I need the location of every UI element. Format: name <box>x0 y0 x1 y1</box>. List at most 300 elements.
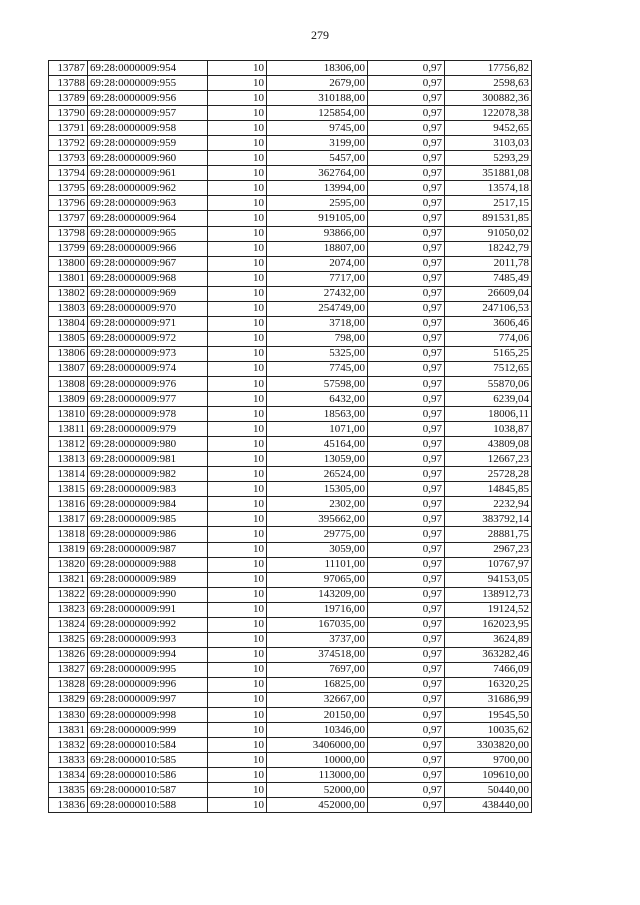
table-row <box>49 768 532 783</box>
count-cell: 10 <box>208 346 267 361</box>
value-cell: 9700,00 <box>445 753 532 768</box>
coefficient-cell: 0,97 <box>368 647 445 662</box>
coefficient-cell: 0,97 <box>368 407 445 422</box>
table-row <box>49 121 532 136</box>
row-number-cell: 13788 <box>49 76 88 91</box>
cadastral-number-cell: 69:28:0000009:990 <box>88 587 208 602</box>
row-number-cell: 13802 <box>49 286 88 301</box>
count-cell: 10 <box>208 783 267 798</box>
count-cell: 10 <box>208 376 267 391</box>
table-row <box>49 256 532 271</box>
coefficient-cell: 0,97 <box>368 452 445 467</box>
table-row <box>49 226 532 241</box>
cadastral-number-cell: 69:28:0000009:989 <box>88 572 208 587</box>
value-cell: 28881,75 <box>445 527 532 542</box>
area-cell: 57598,00 <box>267 376 368 391</box>
area-cell: 19716,00 <box>267 602 368 617</box>
row-number-cell: 13829 <box>49 692 88 707</box>
data-table <box>48 60 532 813</box>
row-number-cell: 13814 <box>49 467 88 482</box>
count-cell: 10 <box>208 361 267 376</box>
row-number-cell: 13787 <box>49 61 88 76</box>
row-number-cell: 13828 <box>49 677 88 692</box>
area-cell: 167035,00 <box>267 617 368 632</box>
row-number-cell: 13800 <box>49 256 88 271</box>
coefficient-cell: 0,97 <box>368 632 445 647</box>
coefficient-cell: 0,97 <box>368 527 445 542</box>
area-cell: 9745,00 <box>267 121 368 136</box>
row-number-cell: 13809 <box>49 392 88 407</box>
coefficient-cell: 0,97 <box>368 76 445 91</box>
count-cell: 10 <box>208 753 267 768</box>
value-cell: 3103,03 <box>445 136 532 151</box>
row-number-cell: 13817 <box>49 512 88 527</box>
count-cell: 10 <box>208 738 267 753</box>
page-number: 279 <box>311 28 329 42</box>
row-number-cell: 13792 <box>49 136 88 151</box>
coefficient-cell: 0,97 <box>368 196 445 211</box>
cadastral-number-cell: 69:28:0000009:963 <box>88 196 208 211</box>
value-cell: 7485,49 <box>445 271 532 286</box>
row-number-cell: 13797 <box>49 211 88 226</box>
count-cell: 10 <box>208 512 267 527</box>
cadastral-number-cell: 69:28:0000009:992 <box>88 617 208 632</box>
row-number-cell: 13832 <box>49 738 88 753</box>
value-cell: 2517,15 <box>445 196 532 211</box>
row-number-cell: 13790 <box>49 106 88 121</box>
cadastral-number-cell: 69:28:0000009:972 <box>88 331 208 346</box>
cadastral-number-cell: 69:28:0000009:996 <box>88 677 208 692</box>
count-cell: 10 <box>208 136 267 151</box>
cadastral-number-cell: 69:28:0000009:973 <box>88 346 208 361</box>
value-cell: 13574,18 <box>445 181 532 196</box>
row-number-cell: 13815 <box>49 482 88 497</box>
area-cell: 16825,00 <box>267 677 368 692</box>
row-number-cell: 13820 <box>49 557 88 572</box>
table-row <box>49 407 532 422</box>
area-cell: 452000,00 <box>267 798 368 813</box>
count-cell: 10 <box>208 392 267 407</box>
coefficient-cell: 0,97 <box>368 677 445 692</box>
area-cell: 13994,00 <box>267 181 368 196</box>
value-cell: 7512,65 <box>445 361 532 376</box>
table-row <box>49 91 532 106</box>
coefficient-cell: 0,97 <box>368 753 445 768</box>
table-row <box>49 196 532 211</box>
table-row <box>49 76 532 91</box>
area-cell: 5457,00 <box>267 151 368 166</box>
cadastral-number-cell: 69:28:0000009:983 <box>88 482 208 497</box>
cadastral-number-cell: 69:28:0000009:955 <box>88 76 208 91</box>
cadastral-number-cell: 69:28:0000009:974 <box>88 361 208 376</box>
cadastral-number-cell: 69:28:0000009:981 <box>88 452 208 467</box>
coefficient-cell: 0,97 <box>368 602 445 617</box>
area-cell: 7717,00 <box>267 271 368 286</box>
row-number-cell: 13804 <box>49 316 88 331</box>
value-cell: 91050,02 <box>445 226 532 241</box>
coefficient-cell: 0,97 <box>368 723 445 738</box>
value-cell: 438440,00 <box>445 798 532 813</box>
value-cell: 138912,73 <box>445 587 532 602</box>
table-row <box>49 557 532 572</box>
table-row <box>49 753 532 768</box>
table-row <box>49 61 532 76</box>
value-cell: 2967,23 <box>445 542 532 557</box>
coefficient-cell: 0,97 <box>368 166 445 181</box>
table-row <box>49 647 532 662</box>
coefficient-cell: 0,97 <box>368 437 445 452</box>
value-cell: 300882,36 <box>445 91 532 106</box>
row-number-cell: 13833 <box>49 753 88 768</box>
table-row <box>49 392 532 407</box>
cadastral-number-cell: 69:28:0000010:585 <box>88 753 208 768</box>
area-cell: 10000,00 <box>267 753 368 768</box>
row-number-cell: 13825 <box>49 632 88 647</box>
cadastral-number-cell: 69:28:0000010:588 <box>88 798 208 813</box>
count-cell: 10 <box>208 602 267 617</box>
count-cell: 10 <box>208 708 267 723</box>
count-cell: 10 <box>208 617 267 632</box>
row-number-cell: 13830 <box>49 708 88 723</box>
row-number-cell: 13806 <box>49 346 88 361</box>
area-cell: 7697,00 <box>267 662 368 677</box>
table-row <box>49 512 532 527</box>
area-cell: 13059,00 <box>267 452 368 467</box>
area-cell: 143209,00 <box>267 587 368 602</box>
row-number-cell: 13823 <box>49 602 88 617</box>
table-row <box>49 632 532 647</box>
coefficient-cell: 0,97 <box>368 121 445 136</box>
cadastral-number-cell: 69:28:0000009:984 <box>88 497 208 512</box>
area-cell: 310188,00 <box>267 91 368 106</box>
area-cell: 6432,00 <box>267 392 368 407</box>
cadastral-number-cell: 69:28:0000010:584 <box>88 738 208 753</box>
coefficient-cell: 0,97 <box>368 392 445 407</box>
value-cell: 383792,14 <box>445 512 532 527</box>
table-row <box>49 602 532 617</box>
count-cell: 10 <box>208 647 267 662</box>
value-cell: 55870,06 <box>445 376 532 391</box>
table-row <box>49 271 532 286</box>
area-cell: 32667,00 <box>267 692 368 707</box>
value-cell: 25728,28 <box>445 467 532 482</box>
table-row <box>49 708 532 723</box>
count-cell: 10 <box>208 256 267 271</box>
table-row <box>49 452 532 467</box>
area-cell: 18807,00 <box>267 241 368 256</box>
coefficient-cell: 0,97 <box>368 497 445 512</box>
cadastral-number-cell: 69:28:0000009:968 <box>88 271 208 286</box>
table-row <box>49 181 532 196</box>
area-cell: 798,00 <box>267 331 368 346</box>
row-number-cell: 13813 <box>49 452 88 467</box>
table-row <box>49 166 532 181</box>
row-number-cell: 13808 <box>49 376 88 391</box>
count-cell: 10 <box>208 452 267 467</box>
cadastral-number-cell: 69:28:0000009:997 <box>88 692 208 707</box>
count-cell: 10 <box>208 286 267 301</box>
area-cell: 919105,00 <box>267 211 368 226</box>
coefficient-cell: 0,97 <box>368 301 445 316</box>
table-row <box>49 723 532 738</box>
area-cell: 10346,00 <box>267 723 368 738</box>
value-cell: 14845,85 <box>445 482 532 497</box>
coefficient-cell: 0,97 <box>368 361 445 376</box>
count-cell: 10 <box>208 557 267 572</box>
row-number-cell: 13818 <box>49 527 88 542</box>
area-cell: 395662,00 <box>267 512 368 527</box>
cadastral-number-cell: 69:28:0000010:586 <box>88 768 208 783</box>
value-cell: 2232,94 <box>445 497 532 512</box>
area-cell: 125854,00 <box>267 106 368 121</box>
cadastral-number-cell: 69:28:0000009:985 <box>88 512 208 527</box>
count-cell: 10 <box>208 151 267 166</box>
count-cell: 10 <box>208 542 267 557</box>
area-cell: 18306,00 <box>267 61 368 76</box>
value-cell: 31686,99 <box>445 692 532 707</box>
coefficient-cell: 0,97 <box>368 61 445 76</box>
cadastral-number-cell: 69:28:0000009:998 <box>88 708 208 723</box>
count-cell: 10 <box>208 572 267 587</box>
cadastral-number-cell: 69:28:0000009:986 <box>88 527 208 542</box>
count-cell: 10 <box>208 166 267 181</box>
row-number-cell: 13796 <box>49 196 88 211</box>
coefficient-cell: 0,97 <box>368 768 445 783</box>
value-cell: 18242,79 <box>445 241 532 256</box>
cadastral-number-cell: 69:28:0000009:961 <box>88 166 208 181</box>
area-cell: 3718,00 <box>267 316 368 331</box>
value-cell: 7466,09 <box>445 662 532 677</box>
area-cell: 3406000,00 <box>267 738 368 753</box>
table-row <box>49 587 532 602</box>
cadastral-number-cell: 69:28:0000009:969 <box>88 286 208 301</box>
count-cell: 10 <box>208 61 267 76</box>
count-cell: 10 <box>208 91 267 106</box>
count-cell: 10 <box>208 692 267 707</box>
row-number-cell: 13816 <box>49 497 88 512</box>
cadastral-number-cell: 69:28:0000009:962 <box>88 181 208 196</box>
value-cell: 19545,50 <box>445 708 532 723</box>
count-cell: 10 <box>208 482 267 497</box>
cadastral-number-cell: 69:28:0000009:977 <box>88 392 208 407</box>
value-cell: 43809,08 <box>445 437 532 452</box>
coefficient-cell: 0,97 <box>368 512 445 527</box>
row-number-cell: 13798 <box>49 226 88 241</box>
value-cell: 109610,00 <box>445 768 532 783</box>
area-cell: 29775,00 <box>267 527 368 542</box>
cadastral-number-cell: 69:28:0000009:982 <box>88 467 208 482</box>
table-row <box>49 467 532 482</box>
value-cell: 10035,62 <box>445 723 532 738</box>
area-cell: 362764,00 <box>267 166 368 181</box>
cadastral-number-cell: 69:28:0000009:991 <box>88 602 208 617</box>
table-row <box>49 798 532 813</box>
count-cell: 10 <box>208 437 267 452</box>
table-row <box>49 692 532 707</box>
coefficient-cell: 0,97 <box>368 467 445 482</box>
coefficient-cell: 0,97 <box>368 346 445 361</box>
count-cell: 10 <box>208 587 267 602</box>
table-row <box>49 151 532 166</box>
coefficient-cell: 0,97 <box>368 226 445 241</box>
row-number-cell: 13805 <box>49 331 88 346</box>
row-number-cell: 13791 <box>49 121 88 136</box>
table-row <box>49 497 532 512</box>
table-row <box>49 572 532 587</box>
row-number-cell: 13819 <box>49 542 88 557</box>
cadastral-number-cell: 69:28:0000009:954 <box>88 61 208 76</box>
area-cell: 2302,00 <box>267 497 368 512</box>
coefficient-cell: 0,97 <box>368 422 445 437</box>
cadastral-number-cell: 69:28:0000009:999 <box>88 723 208 738</box>
table-row <box>49 422 532 437</box>
coefficient-cell: 0,97 <box>368 271 445 286</box>
area-cell: 15305,00 <box>267 482 368 497</box>
value-cell: 3606,46 <box>445 316 532 331</box>
area-cell: 45164,00 <box>267 437 368 452</box>
table-row <box>49 783 532 798</box>
count-cell: 10 <box>208 316 267 331</box>
coefficient-cell: 0,97 <box>368 482 445 497</box>
table-row <box>49 677 532 692</box>
count-cell: 10 <box>208 331 267 346</box>
value-cell: 17756,82 <box>445 61 532 76</box>
value-cell: 12667,23 <box>445 452 532 467</box>
area-cell: 52000,00 <box>267 783 368 798</box>
area-cell: 254749,00 <box>267 301 368 316</box>
coefficient-cell: 0,97 <box>368 708 445 723</box>
table-row <box>49 617 532 632</box>
row-number-cell: 13801 <box>49 271 88 286</box>
coefficient-cell: 0,97 <box>368 738 445 753</box>
cadastral-number-cell: 69:28:0000009:957 <box>88 106 208 121</box>
cadastral-number-cell: 69:28:0000009:987 <box>88 542 208 557</box>
cadastral-number-cell: 69:28:0000010:587 <box>88 783 208 798</box>
cadastral-number-cell: 69:28:0000009:958 <box>88 121 208 136</box>
row-number-cell: 13831 <box>49 723 88 738</box>
area-cell: 93866,00 <box>267 226 368 241</box>
cadastral-number-cell: 69:28:0000009:993 <box>88 632 208 647</box>
count-cell: 10 <box>208 798 267 813</box>
coefficient-cell: 0,97 <box>368 331 445 346</box>
coefficient-cell: 0,97 <box>368 587 445 602</box>
row-number-cell: 13795 <box>49 181 88 196</box>
coefficient-cell: 0,97 <box>368 662 445 677</box>
area-cell: 3737,00 <box>267 632 368 647</box>
value-cell: 891531,85 <box>445 211 532 226</box>
coefficient-cell: 0,97 <box>368 106 445 121</box>
count-cell: 10 <box>208 467 267 482</box>
count-cell: 10 <box>208 226 267 241</box>
row-number-cell: 13794 <box>49 166 88 181</box>
row-number-cell: 13822 <box>49 587 88 602</box>
row-number-cell: 13821 <box>49 572 88 587</box>
count-cell: 10 <box>208 677 267 692</box>
row-number-cell: 13827 <box>49 662 88 677</box>
coefficient-cell: 0,97 <box>368 316 445 331</box>
coefficient-cell: 0,97 <box>368 376 445 391</box>
area-cell: 1071,00 <box>267 422 368 437</box>
value-cell: 94153,05 <box>445 572 532 587</box>
cadastral-number-cell: 69:28:0000009:965 <box>88 226 208 241</box>
count-cell: 10 <box>208 527 267 542</box>
value-cell: 122078,38 <box>445 106 532 121</box>
value-cell: 50440,00 <box>445 783 532 798</box>
table-row <box>49 316 532 331</box>
count-cell: 10 <box>208 106 267 121</box>
value-cell: 247106,53 <box>445 301 532 316</box>
table-row <box>49 286 532 301</box>
row-number-cell: 13812 <box>49 437 88 452</box>
row-number-cell: 13826 <box>49 647 88 662</box>
area-cell: 26524,00 <box>267 467 368 482</box>
value-cell: 10767,97 <box>445 557 532 572</box>
coefficient-cell: 0,97 <box>368 572 445 587</box>
table-row <box>49 482 532 497</box>
value-cell: 2598,63 <box>445 76 532 91</box>
coefficient-cell: 0,97 <box>368 211 445 226</box>
table-row <box>49 542 532 557</box>
value-cell: 162023,95 <box>445 617 532 632</box>
cadastral-number-cell: 69:28:0000009:979 <box>88 422 208 437</box>
area-cell: 97065,00 <box>267 572 368 587</box>
row-number-cell: 13834 <box>49 768 88 783</box>
count-cell: 10 <box>208 301 267 316</box>
row-number-cell: 13824 <box>49 617 88 632</box>
cadastral-number-cell: 69:28:0000009:959 <box>88 136 208 151</box>
table-body <box>49 61 532 813</box>
row-number-cell: 13793 <box>49 151 88 166</box>
row-number-cell: 13807 <box>49 361 88 376</box>
area-cell: 113000,00 <box>267 768 368 783</box>
table-row <box>49 106 532 121</box>
row-number-cell: 13810 <box>49 407 88 422</box>
area-cell: 2595,00 <box>267 196 368 211</box>
count-cell: 10 <box>208 181 267 196</box>
cadastral-number-cell: 69:28:0000009:995 <box>88 662 208 677</box>
coefficient-cell: 0,97 <box>368 151 445 166</box>
value-cell: 363282,46 <box>445 647 532 662</box>
row-number-cell: 13789 <box>49 91 88 106</box>
area-cell: 374518,00 <box>267 647 368 662</box>
value-cell: 6239,04 <box>445 392 532 407</box>
count-cell: 10 <box>208 211 267 226</box>
value-cell: 351881,08 <box>445 166 532 181</box>
value-cell: 3624,89 <box>445 632 532 647</box>
row-number-cell: 13799 <box>49 241 88 256</box>
cadastral-number-cell: 69:28:0000009:966 <box>88 241 208 256</box>
area-cell: 18563,00 <box>267 407 368 422</box>
table-row <box>49 346 532 361</box>
area-cell: 2679,00 <box>267 76 368 91</box>
table-row <box>49 211 532 226</box>
table-row <box>49 437 532 452</box>
count-cell: 10 <box>208 76 267 91</box>
coefficient-cell: 0,97 <box>368 542 445 557</box>
coefficient-cell: 0,97 <box>368 256 445 271</box>
value-cell: 5293,29 <box>445 151 532 166</box>
coefficient-cell: 0,97 <box>368 136 445 151</box>
table-row <box>49 136 532 151</box>
value-cell: 3303820,00 <box>445 738 532 753</box>
table-row <box>49 301 532 316</box>
table-row <box>49 361 532 376</box>
coefficient-cell: 0,97 <box>368 692 445 707</box>
coefficient-cell: 0,97 <box>368 91 445 106</box>
area-cell: 3199,00 <box>267 136 368 151</box>
count-cell: 10 <box>208 723 267 738</box>
count-cell: 10 <box>208 241 267 256</box>
